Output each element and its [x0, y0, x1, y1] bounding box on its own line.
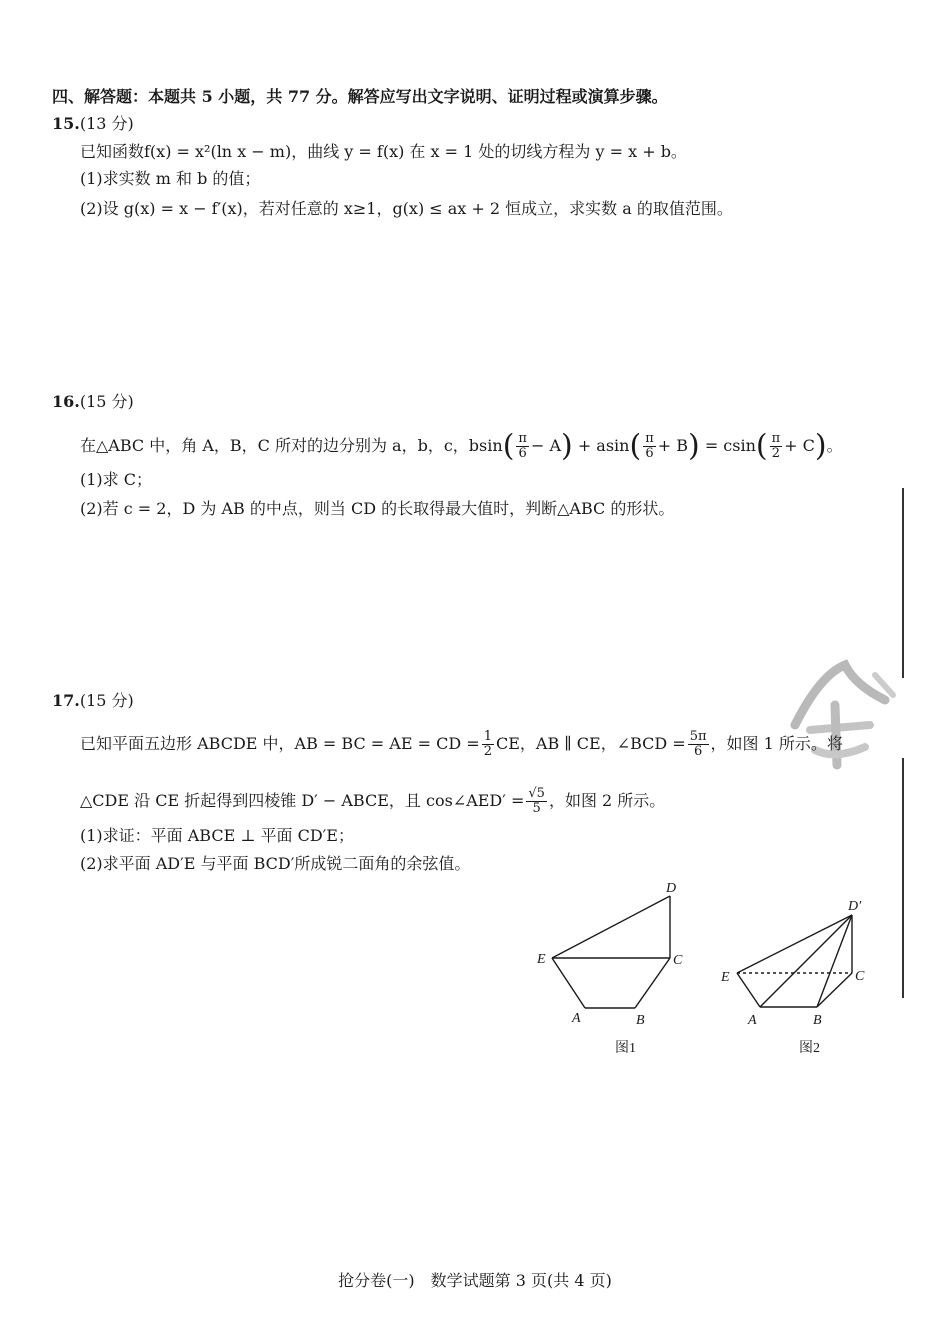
figure-2 [715, 890, 885, 1060]
fig1-caption: 图1 [615, 1041, 636, 1056]
scan-edge-bar [902, 758, 904, 998]
fig1-label-c: C [673, 953, 683, 968]
fig2-edge-BC [817, 973, 852, 1007]
q15-score: (13 分) [79, 114, 134, 133]
fig2-edge-DA [760, 915, 852, 1007]
fig1-edge-ED [552, 896, 670, 958]
q17-frac1: $\frac{1}{2}$ [483, 729, 492, 759]
q17-stem-line2: △CDE 沿 CE 折起得到四棱锥 D′ − ABCE，且 cos∠AED′ = $\frac{√5}{5}$ ，如图 2 所示。 [80, 786, 666, 816]
fig2-label-b: B [813, 1013, 822, 1028]
fig2-edge-ED [737, 915, 852, 973]
q15-part2: (2)设 g(x) = x − f′(x)，若对任意的 x≥1，g(x) ≤ ax + 2 恒成立，求实数 a 的取值范围。 [80, 199, 733, 218]
q16-stem: 在△ABC 中，角 A，B，C 所对的边分别为 a，b，c，bsin( $\frac{\pi}{6}$ − A) + asin( $\frac{\pi}{6}$ + B) = csin( $\frac{\pi}{2}$ + C)。 [80, 428, 843, 464]
q15-part1: (1)求实数 m 和 b 的值； [80, 169, 261, 188]
fig2-label-e: E [721, 970, 730, 985]
fig2-edge-EA [737, 973, 760, 1007]
scan-edge-bar [902, 488, 904, 678]
fig1-label-e: E [537, 952, 546, 967]
q16-frac1: $\frac{\pi}{6}$ [518, 431, 527, 461]
fig2-label-a: A [748, 1013, 757, 1028]
q17-frac3: $\frac{√5}{5}$ [528, 786, 545, 816]
page-footer: 抢分卷(一) 数学试题第 3 页(共 4 页) [338, 1271, 612, 1290]
q17-number: 17. [52, 691, 80, 710]
fig2-edge-DB [817, 915, 852, 1007]
section-heading: 四、解答题：本题共 5 小题，共 77 分。解答应写出文字说明、证明过程或演算步骤。 [52, 87, 668, 106]
q15-stem: 已知函数f(x) = x²(ln x − m)，曲线 y = f(x) 在 x = 1 处的切线方程为 y = x + b。 [80, 142, 687, 161]
q16-header [52, 391, 134, 413]
q16-number: 16. [52, 392, 80, 411]
q15-header [52, 113, 134, 135]
q17-score: (15 分) [79, 691, 134, 710]
q17-header [52, 690, 134, 712]
q15-number: 15. [52, 114, 80, 133]
fig2-label-c: C [855, 969, 865, 984]
figure-1 [530, 878, 700, 1058]
fig1-label-a: A [572, 1011, 581, 1026]
q16-frac3: $\frac{\pi}{2}$ [771, 431, 781, 461]
q16-part1: (1)求 C； [80, 470, 152, 489]
fig2-label-d: D′ [848, 899, 862, 914]
fig1-edge-BC [635, 958, 670, 1008]
q16-frac2: $\frac{\pi}{6}$ [645, 431, 654, 461]
fig1-label-b: B [636, 1013, 645, 1028]
q17-stem-line1: 已知平面五边形 ABCDE 中，AB = BC = AE = CD = $\frac{1}{2}$ CE，AB ∥ CE，∠BCD = $\frac{5\pi}{6}$ ，如图 1 所示。将 [80, 729, 843, 759]
q16-stem-a: 在△ABC 中，角 A，B，C 所对的边分别为 a，b，c，bsin [80, 436, 503, 455]
q17-part1: (1)求证：平面 ABCE ⊥ 平面 CD′E； [80, 826, 354, 845]
fig1-label-d: D [666, 881, 677, 896]
fig1-edge-EA [552, 958, 585, 1008]
q17-part2: (2)求平面 AD′E 与平面 BCD′所成锐二面角的余弦值。 [80, 854, 471, 873]
q16-score: (15 分) [79, 392, 134, 411]
q16-part2: (2)若 c = 2，D 为 AB 的中点，则当 CD 的长取得最大值时，判断△ABC 的形状。 [80, 499, 675, 518]
q17-frac2: $\frac{5\pi}{6}$ [689, 729, 707, 759]
fig2-caption: 图2 [799, 1041, 820, 1056]
